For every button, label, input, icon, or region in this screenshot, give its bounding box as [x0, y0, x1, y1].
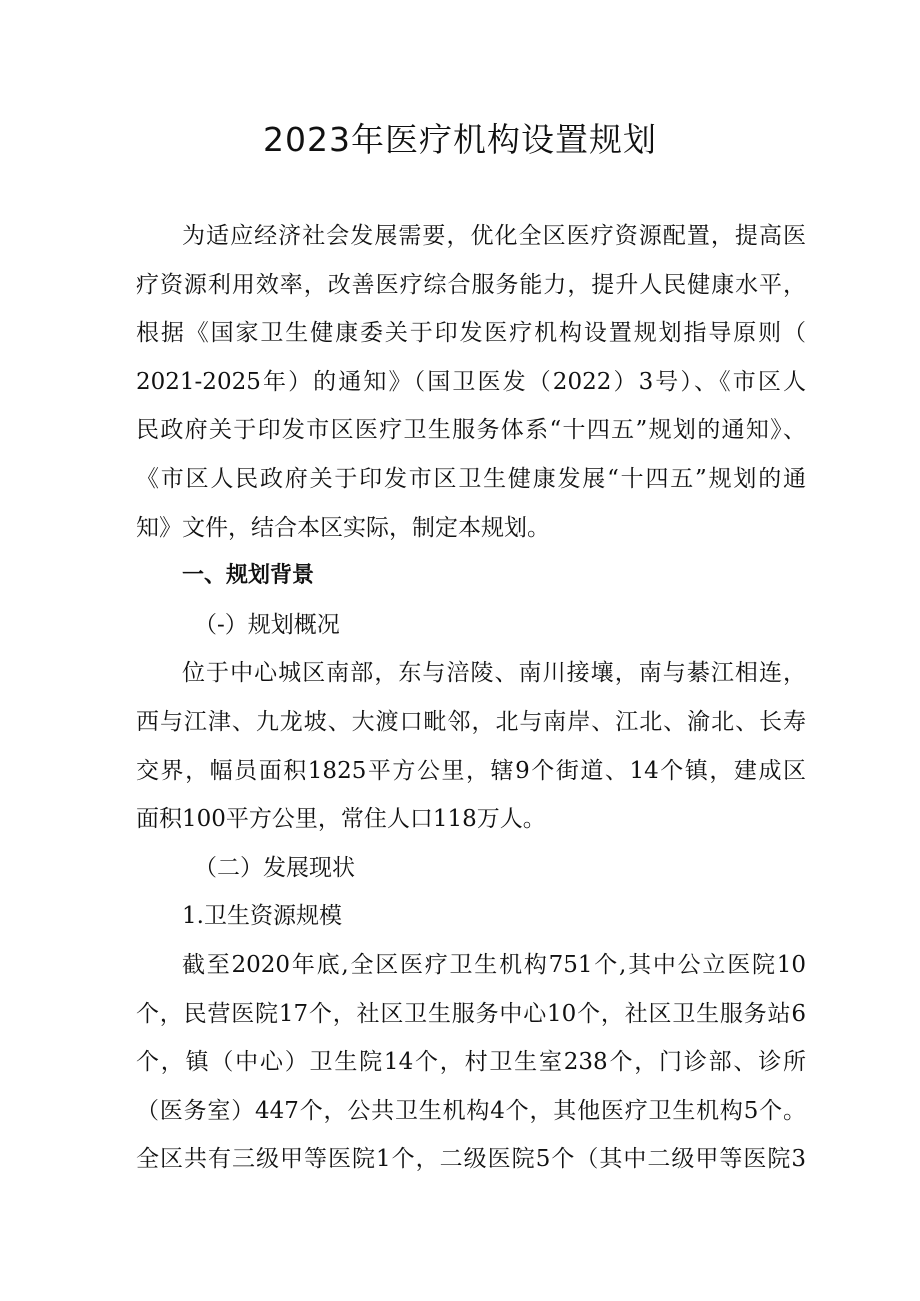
resources-line: 全区共有三级甲等医院1个，二级医院5个（其中二级甲等医院3: [136, 1146, 806, 1173]
intro-line: 民政府关于印发市区医疗卫生服务体系“十四五”规划的通知》、: [136, 417, 806, 444]
intro-line: 2021-2025年）的通知》（国卫医发（2022）3号）、《市区人: [136, 368, 806, 395]
document-body: [136, 212, 806, 1184]
subsection-heading: （-）规划概况: [194, 611, 340, 638]
resources-line: 个，民营医院17个，社区卫生服务中心10个，社区卫生服务站6: [136, 1000, 806, 1027]
intro-line: 根据《国家卫生健康委关于印发医疗机构设置规划指导原则（: [136, 320, 806, 347]
overview-line: 交界，幅员面积1825平方公里，辖9个街道、14个镇，建成区: [136, 757, 806, 784]
resources-line: 个，镇（中心）卫生院14个，村卫生室238个，门诊部、诊所: [136, 1049, 806, 1076]
intro-line: 疗资源利用效率，改善医疗综合服务能力，提升人民健康水平，: [136, 271, 806, 298]
resources-line: （医务室）447个，公共卫生机构4个，其他医疗卫生机构5个。: [136, 1097, 806, 1124]
section-heading: 一、规划背景: [182, 563, 315, 589]
overview-line: 西与江津、九龙坡、大渡口毗邻，北与南岸、江北、渝北、长寿: [136, 708, 806, 735]
document-title: 2023年医疗机构设置规划: [263, 120, 657, 159]
item-heading: 1.卫生资源规模: [182, 903, 342, 930]
intro-line: 《市区人民政府关于印发市区卫生健康发展“十四五”规划的通: [136, 465, 806, 492]
intro-line: 知》文件，结合本区实际，制定本规划。: [136, 514, 550, 541]
overview-line: 面积100平方公里，常住人口118万人。: [136, 806, 546, 833]
overview-line: 位于中心城区南部，东与涪陵、南川接壤，南与綦江相连，: [182, 660, 806, 687]
intro-line: 为适应经济社会发展需要，优化全区医疗资源配置，提高医: [182, 223, 806, 249]
resources-line: 截至2020年底,全区医疗卫生机构751个,其中公立医院10: [182, 951, 806, 978]
subsection-heading: （二）发展现状: [194, 854, 355, 881]
